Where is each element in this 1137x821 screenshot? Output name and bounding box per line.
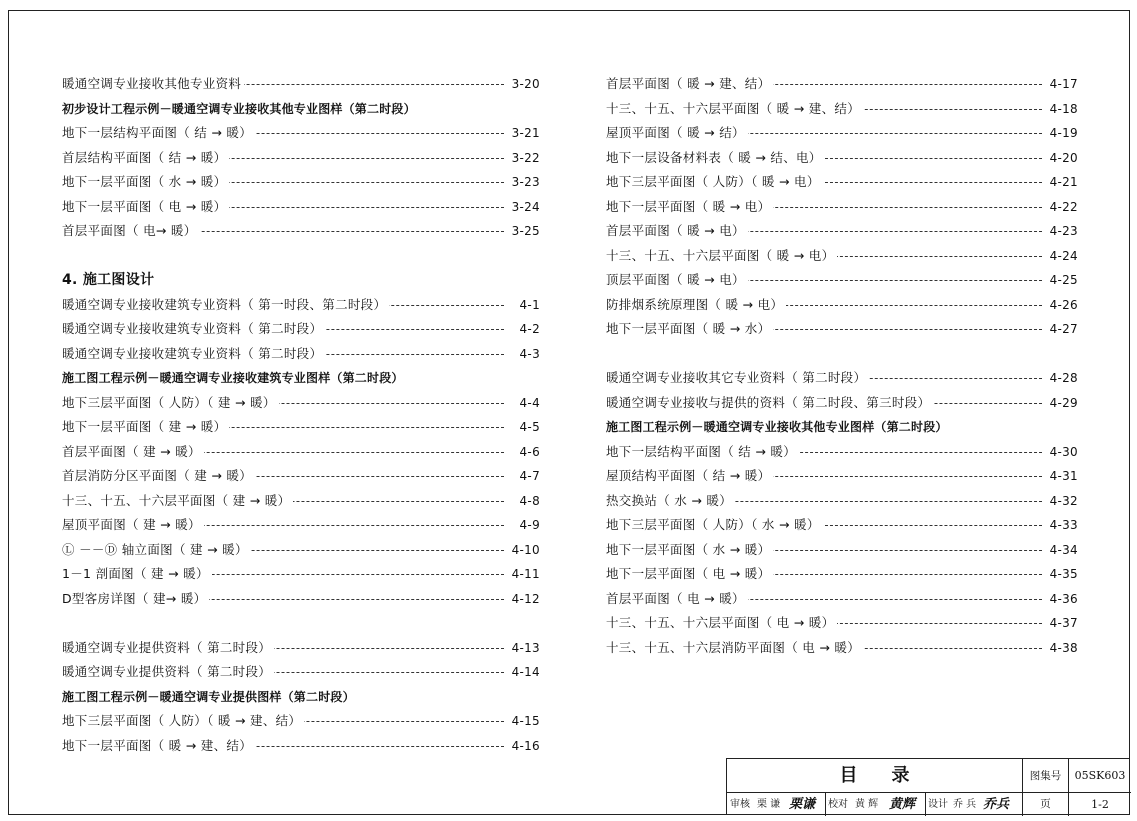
- toc-entry[interactable]: [606, 513, 1078, 538]
- toc-entry[interactable]: [62, 170, 540, 195]
- toc-entry-title: 地下一层设备材料表（ 暖 → 结、电）: [606, 150, 825, 165]
- toc-group-heading: 施工图工程示例－暖通空调专业接收建筑专业图样（第二时段）: [62, 371, 404, 385]
- toc-entry-page: 4-2: [506, 317, 540, 342]
- toc-entry[interactable]: [606, 440, 1078, 465]
- toc-entry-title: 地下一层结构平面图（ 结 → 暖）: [62, 125, 255, 140]
- toc-entry[interactable]: [606, 268, 1078, 293]
- toc-entry-page: 4-3: [506, 342, 540, 367]
- toc-entry-page: 4-20: [1044, 146, 1078, 171]
- toc-entry-page: 4-31: [1044, 464, 1078, 489]
- toc-entry-page: 4-9: [506, 513, 540, 538]
- page-label: 页: [1023, 793, 1069, 816]
- toc-entry[interactable]: [62, 636, 540, 661]
- toc-entry-title: 地下三层平面图（ 人防）（ 暖 → 电）: [606, 174, 823, 189]
- toc-entry-title: 首层消防分区平面图（ 建 → 暖）: [62, 468, 255, 483]
- designer-name: 乔 兵: [953, 799, 977, 810]
- toc-entry-page: 3-21: [506, 121, 540, 146]
- toc-entry-page: 4-14: [506, 660, 540, 685]
- toc-entry-page: 4-21: [1044, 170, 1078, 195]
- toc-entry-title: 顶层平面图（ 暖 → 电）: [606, 272, 748, 287]
- atlas-number: 05SK603: [1069, 759, 1131, 793]
- toc-entry[interactable]: [62, 317, 540, 342]
- toc-entry[interactable]: [62, 464, 540, 489]
- toc-entry-page: 3-23: [506, 170, 540, 195]
- toc-entry[interactable]: [606, 611, 1078, 636]
- toc-entry-title: 暖通空调专业提供资料（ 第二时段）: [62, 664, 274, 679]
- toc-entry-page: 4-16: [506, 734, 540, 759]
- toc-entry-page: 4-38: [1044, 636, 1078, 661]
- toc-entry-page: 4-32: [1044, 489, 1078, 514]
- toc-entry-title: 地下三层平面图（ 人防）（ 暖 → 建、结）: [62, 713, 304, 728]
- design-label: 设计: [928, 799, 948, 810]
- document-title: 目录: [727, 759, 1023, 793]
- spacer: [62, 244, 540, 269]
- toc-entry-title: 1－1 剖面图（ 建 → 暖）: [62, 566, 212, 581]
- signature-row: [727, 793, 1023, 816]
- toc-entry-page: 4-5: [506, 415, 540, 440]
- toc-entry[interactable]: [606, 636, 1078, 661]
- divider: [925, 793, 926, 816]
- toc-entry-title: 防排烟系统原理图（ 暖 → 电）: [606, 297, 786, 312]
- toc-entry-page: 4-37: [1044, 611, 1078, 636]
- toc-right-column: [606, 72, 1078, 660]
- toc-entry[interactable]: [62, 660, 540, 685]
- toc-entry[interactable]: [62, 121, 540, 146]
- toc-entry-page: 4-17: [1044, 72, 1078, 97]
- toc-left-column: [62, 72, 540, 758]
- page-number: 1-2: [1091, 798, 1109, 811]
- toc-entry-title: Ⓛ －－Ⓓ 轴立面图（ 建 → 暖）: [62, 542, 251, 557]
- toc-entry[interactable]: [62, 342, 540, 367]
- toc-entry[interactable]: [606, 489, 1078, 514]
- toc-entry-page: 4-36: [1044, 587, 1078, 612]
- toc-entry-page: 3-22: [506, 146, 540, 171]
- toc-entry-title: 暖通空调专业接收建筑专业资料（ 第二时段）: [62, 321, 325, 336]
- atlas-number-label: 图集号: [1023, 759, 1069, 793]
- toc-entry[interactable]: [606, 72, 1078, 97]
- toc-entry[interactable]: [606, 97, 1078, 122]
- toc-entry[interactable]: [606, 464, 1078, 489]
- toc-entry[interactable]: [62, 709, 540, 734]
- toc-entry[interactable]: [62, 195, 540, 220]
- toc-entry-title: 地下一层平面图（ 暖 → 水）: [606, 321, 773, 336]
- toc-entry[interactable]: [62, 72, 540, 97]
- toc-entry-title: 十三、十五、十六层平面图（ 暖 → 建、结）: [606, 101, 863, 116]
- title-block: [726, 758, 1130, 815]
- toc-entry[interactable]: [606, 587, 1078, 612]
- toc-entry-title: 地下一层平面图（ 电 → 暖）: [606, 566, 773, 581]
- toc-entry[interactable]: [606, 219, 1078, 244]
- toc-entry-page: 4-30: [1044, 440, 1078, 465]
- toc-entry-page: 3-24: [506, 195, 540, 220]
- toc-entry-title: 十三、十五、十六层平面图（ 建 → 暖）: [62, 493, 293, 508]
- toc-entry-page: 4-12: [506, 587, 540, 612]
- toc-entry[interactable]: [62, 562, 540, 587]
- check-label: 校对: [828, 799, 848, 810]
- toc-entry-title: 暖通空调专业接收与提供的资料（ 第二时段、第三时段）: [606, 395, 933, 410]
- toc-entry[interactable]: [62, 146, 540, 171]
- toc-entry-title: 十三、十五、十六层消防平面图（ 电 → 暖）: [606, 640, 863, 655]
- toc-entry-title: 暖通空调专业接收建筑专业资料（ 第一时段、第二时段）: [62, 297, 389, 312]
- toc-entry-title: 地下一层平面图（ 水 → 暖）: [62, 174, 229, 189]
- toc-entry-title: 暖通空调专业接收其他专业资料: [62, 76, 244, 91]
- toc-entry[interactable]: [606, 562, 1078, 587]
- designer-signature: 乔兵: [983, 797, 1010, 812]
- checker-name: 黄 辉: [855, 799, 879, 810]
- toc-section-title: 4. 施工图设计: [62, 272, 155, 288]
- toc-entry-title: 首层平面图（ 电→ 暖）: [62, 223, 200, 238]
- toc-entry-page: 4-19: [1044, 121, 1078, 146]
- toc-entry-page: 4-10: [506, 538, 540, 563]
- toc-entry[interactable]: [606, 391, 1078, 416]
- toc-entry[interactable]: [62, 489, 540, 514]
- toc-entry-title: 首层结构平面图（ 结 → 暖）: [62, 150, 229, 165]
- toc-entry-page: 4-33: [1044, 513, 1078, 538]
- toc-entry-title: 屋顶结构平面图（ 结 → 暖）: [606, 468, 773, 483]
- toc-entry[interactable]: [606, 366, 1078, 391]
- toc-entry-page: 4-29: [1044, 391, 1078, 416]
- toc-entry-page: 4-4: [506, 391, 540, 416]
- toc-entry-page: 4-26: [1044, 293, 1078, 318]
- toc-entry[interactable]: [606, 244, 1078, 269]
- toc-entry-page: 4-25: [1044, 268, 1078, 293]
- toc-entry-title: 地下一层平面图（ 建 → 暖）: [62, 419, 229, 434]
- toc-entry-title: 首层平面图（ 建 → 暖）: [62, 444, 204, 459]
- toc-entry[interactable]: [606, 146, 1078, 171]
- checker-signature: 黄辉: [889, 797, 916, 812]
- toc-entry-page: 4-18: [1044, 97, 1078, 122]
- toc-entry[interactable]: [62, 293, 540, 318]
- toc-entry-title: 首层平面图（ 暖 → 建、结）: [606, 76, 773, 91]
- toc-entry[interactable]: [606, 195, 1078, 220]
- toc-entry-title: 热交换站（ 水 → 暖）: [606, 493, 735, 508]
- toc-entry[interactable]: [606, 170, 1078, 195]
- toc-entry[interactable]: [62, 440, 540, 465]
- spacer: [606, 342, 1078, 367]
- toc-group-heading: 施工图工程示例－暖通空调专业提供图样（第二时段）: [62, 689, 355, 704]
- toc-entry[interactable]: [606, 538, 1078, 563]
- review-label: 审核: [730, 799, 750, 810]
- toc-entry-title: 地下一层平面图（ 水 → 暖）: [606, 542, 773, 557]
- toc-entry[interactable]: [62, 391, 540, 416]
- spacer: [62, 611, 540, 636]
- toc-entry-title: 地下一层平面图（ 暖 → 电）: [606, 199, 773, 214]
- toc-entry-page: 4-23: [1044, 219, 1078, 244]
- toc-entry-page: 4-11: [506, 562, 540, 587]
- toc-group-heading: 施工图工程示例－暖通空调专业接收其他专业图样（第二时段）: [606, 420, 948, 434]
- toc-entry-page: 4-28: [1044, 366, 1078, 391]
- toc-entry-title: 十三、十五、十六层平面图（ 暖 → 电）: [606, 248, 837, 263]
- toc-entry-title: 屋顶平面图（ 建 → 暖）: [62, 517, 204, 532]
- toc-entry-title: 地下三层平面图（ 人防）（ 建 → 暖）: [62, 395, 279, 410]
- toc-entry[interactable]: [62, 415, 540, 440]
- toc-entry[interactable]: [606, 293, 1078, 318]
- toc-entry[interactable]: [606, 121, 1078, 146]
- toc-entry-page: 4-7: [506, 464, 540, 489]
- toc-entry-title: D型客房详图（ 建→ 暖）: [62, 591, 209, 606]
- toc-entry-title: 首层平面图（ 暖 → 电）: [606, 223, 748, 238]
- toc-entry[interactable]: [62, 734, 540, 759]
- toc-entry-page: 4-8: [506, 489, 540, 514]
- toc-entry[interactable]: [62, 219, 540, 244]
- toc-entry-page: 4-35: [1044, 562, 1078, 587]
- reviewer-name: 栗 谦: [757, 799, 781, 810]
- divider: [825, 793, 826, 816]
- reviewer-signature: 栗谦: [789, 797, 816, 812]
- toc-entry-page: 4-13: [506, 636, 540, 661]
- toc-entry[interactable]: [62, 587, 540, 612]
- toc-entry-title: 暖通空调专业提供资料（ 第二时段）: [62, 640, 274, 655]
- toc-entry-page: 4-15: [506, 709, 540, 734]
- toc-entry-page: 4-34: [1044, 538, 1078, 563]
- toc-entry-page: 3-25: [506, 219, 540, 244]
- toc-entry-title: 首层平面图（ 电 → 暖）: [606, 591, 748, 606]
- toc-entry-title: 地下一层结构平面图（ 结 → 暖）: [606, 444, 799, 459]
- toc-entry-page: 3-20: [506, 72, 540, 97]
- toc-entry-title: 地下三层平面图（ 人防）（ 水 → 暖）: [606, 517, 823, 532]
- toc-entry-page: 4-24: [1044, 244, 1078, 269]
- toc-group-heading: 初步设计工程示例－暖通空调专业接收其他专业图样（第二时段）: [62, 101, 416, 116]
- toc-entry-page: 4-27: [1044, 317, 1078, 342]
- toc-entry-title: 屋顶平面图（ 暖 → 结）: [606, 125, 748, 140]
- toc-entry-page: 4-6: [506, 440, 540, 465]
- toc-entry-title: 暖通空调专业接收建筑专业资料（ 第二时段）: [62, 346, 325, 361]
- toc-entry-title: 地下一层平面图（ 暖 → 建、结）: [62, 738, 255, 753]
- toc-entry[interactable]: [606, 317, 1078, 342]
- toc-entry-page: 4-22: [1044, 195, 1078, 220]
- toc-entry[interactable]: [62, 513, 540, 538]
- toc-entry[interactable]: [62, 538, 540, 563]
- toc-entry-title: 暖通空调专业接收其它专业资料（ 第二时段）: [606, 370, 869, 385]
- toc-entry-page: 4-1: [506, 293, 540, 318]
- toc-entry-title: 地下一层平面图（ 电 → 暖）: [62, 199, 229, 214]
- toc-entry-title: 十三、十五、十六层平面图（ 电 → 暖）: [606, 615, 837, 630]
